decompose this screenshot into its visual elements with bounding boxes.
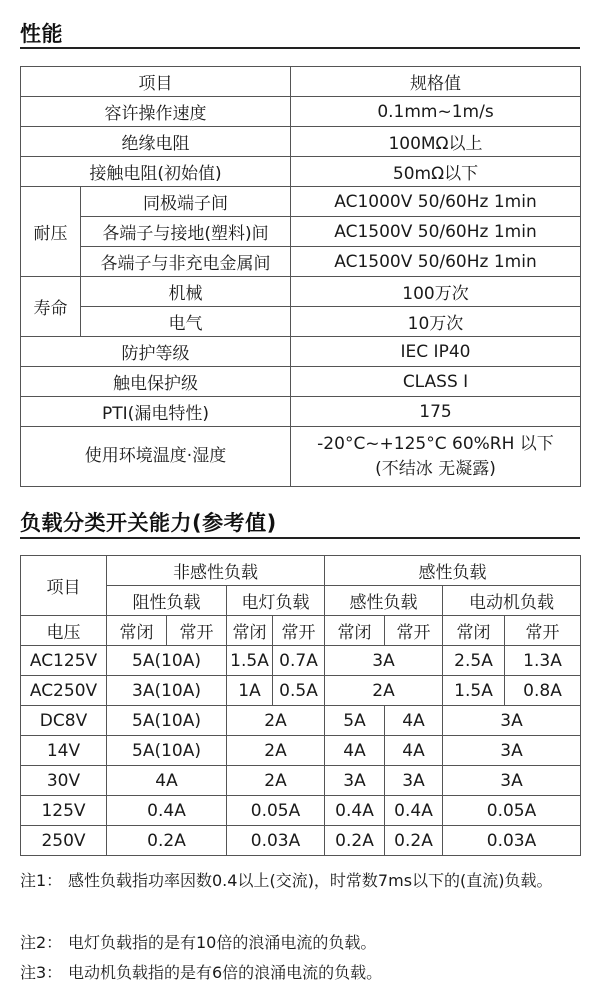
header-motor: 电动机负载	[443, 586, 581, 616]
table-row	[21, 367, 581, 397]
motor-cell: 3A	[443, 706, 581, 736]
lamp-no-cell: 0.5A	[273, 676, 325, 706]
life-label: 寿命	[21, 277, 81, 337]
header-non-inductive: 非感性负载	[107, 556, 325, 586]
header-no: 常开	[385, 616, 443, 646]
load-table	[20, 555, 581, 856]
lamp-cell: 0.05A	[227, 796, 325, 826]
header-item: 项目	[21, 67, 291, 97]
motor-no-cell: 0.8A	[505, 676, 581, 706]
motor-cell: 0.05A	[443, 796, 581, 826]
note-text: 电灯负载指的是有10倍的浪涌电流的负载。	[68, 933, 377, 952]
inductive-nc-cell: 4A	[325, 736, 385, 766]
header-nc: 常闭	[107, 616, 167, 646]
table-row	[21, 706, 581, 736]
header-nc: 常闭	[443, 616, 505, 646]
row-item: 防护等级	[21, 337, 291, 367]
performance-title: 性能	[20, 22, 63, 46]
note-label: 注2：	[20, 933, 63, 952]
resistive-cell: 3A(10A)	[107, 676, 227, 706]
row-item: 同极端子间	[81, 187, 291, 217]
voltage-cell: 14V	[21, 736, 107, 766]
table-row	[21, 277, 581, 307]
env-value-line2: (不结冰 无凝露)	[375, 458, 496, 479]
lamp-nc-cell: 1A	[227, 676, 273, 706]
table-row	[21, 766, 581, 796]
inductive-no-cell: 3A	[385, 766, 443, 796]
table-row	[21, 427, 581, 487]
withstand-label: 耐压	[21, 187, 81, 277]
table-row	[21, 97, 581, 127]
header-no: 常开	[505, 616, 581, 646]
resistive-cell: 0.2A	[107, 826, 227, 856]
title-rule	[20, 47, 580, 49]
note-label: 注1：	[20, 871, 63, 890]
header-no: 常开	[167, 616, 227, 646]
resistive-cell: 5A(10A)	[107, 706, 227, 736]
row-item: 容许操作速度	[21, 97, 291, 127]
voltage-cell: 250V	[21, 826, 107, 856]
table-row	[21, 397, 581, 427]
note-2	[20, 928, 580, 958]
table-row	[21, 127, 581, 157]
motor-no-cell: 1.3A	[505, 646, 581, 676]
inductive-no-cell: 4A	[385, 736, 443, 766]
lamp-nc-cell: 1.5A	[227, 646, 273, 676]
env-value-line1: -20°C~+125°C 60%RH 以下	[317, 433, 554, 454]
table-row	[21, 826, 581, 856]
row-value: IEC IP40	[291, 337, 581, 367]
table-row	[21, 736, 581, 766]
lamp-no-cell: 0.7A	[273, 646, 325, 676]
motor-cell: 3A	[443, 736, 581, 766]
motor-nc-cell: 2.5A	[443, 646, 505, 676]
row-item: 电气	[81, 307, 291, 337]
voltage-cell: AC125V	[21, 646, 107, 676]
resistive-cell: 5A(10A)	[107, 646, 227, 676]
table-row	[21, 646, 581, 676]
row-item: 触电保护级	[21, 367, 291, 397]
row-value: AC1500V 50/60Hz 1min	[291, 217, 581, 247]
header-voltage: 电压	[21, 616, 107, 646]
inductive-nc-cell: 0.2A	[325, 826, 385, 856]
row-value: AC1000V 50/60Hz 1min	[291, 187, 581, 217]
motor-cell: 0.03A	[443, 826, 581, 856]
inductive-nc-cell: 0.4A	[325, 796, 385, 826]
header-item: 项目	[21, 556, 107, 616]
note-1	[20, 866, 580, 896]
lamp-cell: 0.03A	[227, 826, 325, 856]
resistive-cell: 0.4A	[107, 796, 227, 826]
lamp-cell: 2A	[227, 706, 325, 736]
resistive-cell: 4A	[107, 766, 227, 796]
lamp-cell: 2A	[227, 766, 325, 796]
table-row	[21, 157, 581, 187]
inductive-nc-cell: 3A	[325, 766, 385, 796]
note-label: 注3：	[20, 963, 63, 982]
header-no: 常开	[273, 616, 325, 646]
voltage-cell: AC250V	[21, 676, 107, 706]
table-header-row	[21, 616, 581, 646]
row-value	[291, 427, 581, 487]
voltage-cell: 125V	[21, 796, 107, 826]
row-item: PTI(漏电特性)	[21, 397, 291, 427]
header-spec: 规格值	[291, 67, 581, 97]
row-value: 100MΩ以上	[291, 127, 581, 157]
table-header-row	[21, 67, 581, 97]
voltage-cell: DC8V	[21, 706, 107, 736]
resistive-cell: 5A(10A)	[107, 736, 227, 766]
table-row	[21, 796, 581, 826]
table-row	[21, 187, 581, 217]
load-title: 负载分类开关能力(参考值)	[20, 511, 277, 535]
row-value: CLASS I	[291, 367, 581, 397]
note-text: 感性负载指功率因数0.4以上(交流)，时常数7ms以下的(直流)负载。	[68, 871, 553, 890]
row-item: 各端子与接地(塑料)间	[81, 217, 291, 247]
inductive-cell: 2A	[325, 676, 443, 706]
row-item: 使用环境温度·湿度	[21, 427, 291, 487]
inductive-no-cell: 0.4A	[385, 796, 443, 826]
row-value: 50mΩ以下	[291, 157, 581, 187]
lamp-cell: 2A	[227, 736, 325, 766]
row-value: AC1500V 50/60Hz 1min	[291, 247, 581, 277]
row-item: 绝缘电阻	[21, 127, 291, 157]
header-nc: 常闭	[227, 616, 273, 646]
table-row	[21, 337, 581, 367]
inductive-nc-cell: 5A	[325, 706, 385, 736]
inductive-cell: 3A	[325, 646, 443, 676]
table-row	[21, 676, 581, 706]
table-row	[21, 217, 581, 247]
header-inductive-sub: 感性负载	[325, 586, 443, 616]
note-3	[20, 958, 580, 988]
title-rule	[20, 537, 580, 539]
row-item: 各端子与非充电金属间	[81, 247, 291, 277]
table-row	[21, 307, 581, 337]
row-item: 接触电阻(初始值)	[21, 157, 291, 187]
performance-table	[20, 66, 581, 487]
table-row	[21, 247, 581, 277]
header-nc: 常闭	[325, 616, 385, 646]
motor-nc-cell: 1.5A	[443, 676, 505, 706]
row-item: 机械	[81, 277, 291, 307]
inductive-no-cell: 4A	[385, 706, 443, 736]
header-inductive: 感性负载	[325, 556, 581, 586]
row-value: 175	[291, 397, 581, 427]
row-value: 10万次	[291, 307, 581, 337]
row-value: 100万次	[291, 277, 581, 307]
table-header-row	[21, 556, 581, 586]
header-lamp: 电灯负载	[227, 586, 325, 616]
note-text: 电动机负载指的是有6倍的浪涌电流的负载。	[68, 963, 383, 982]
row-value: 0.1mm~1m/s	[291, 97, 581, 127]
inductive-no-cell: 0.2A	[385, 826, 443, 856]
motor-cell: 3A	[443, 766, 581, 796]
voltage-cell: 30V	[21, 766, 107, 796]
header-resistive: 阻性负载	[107, 586, 227, 616]
